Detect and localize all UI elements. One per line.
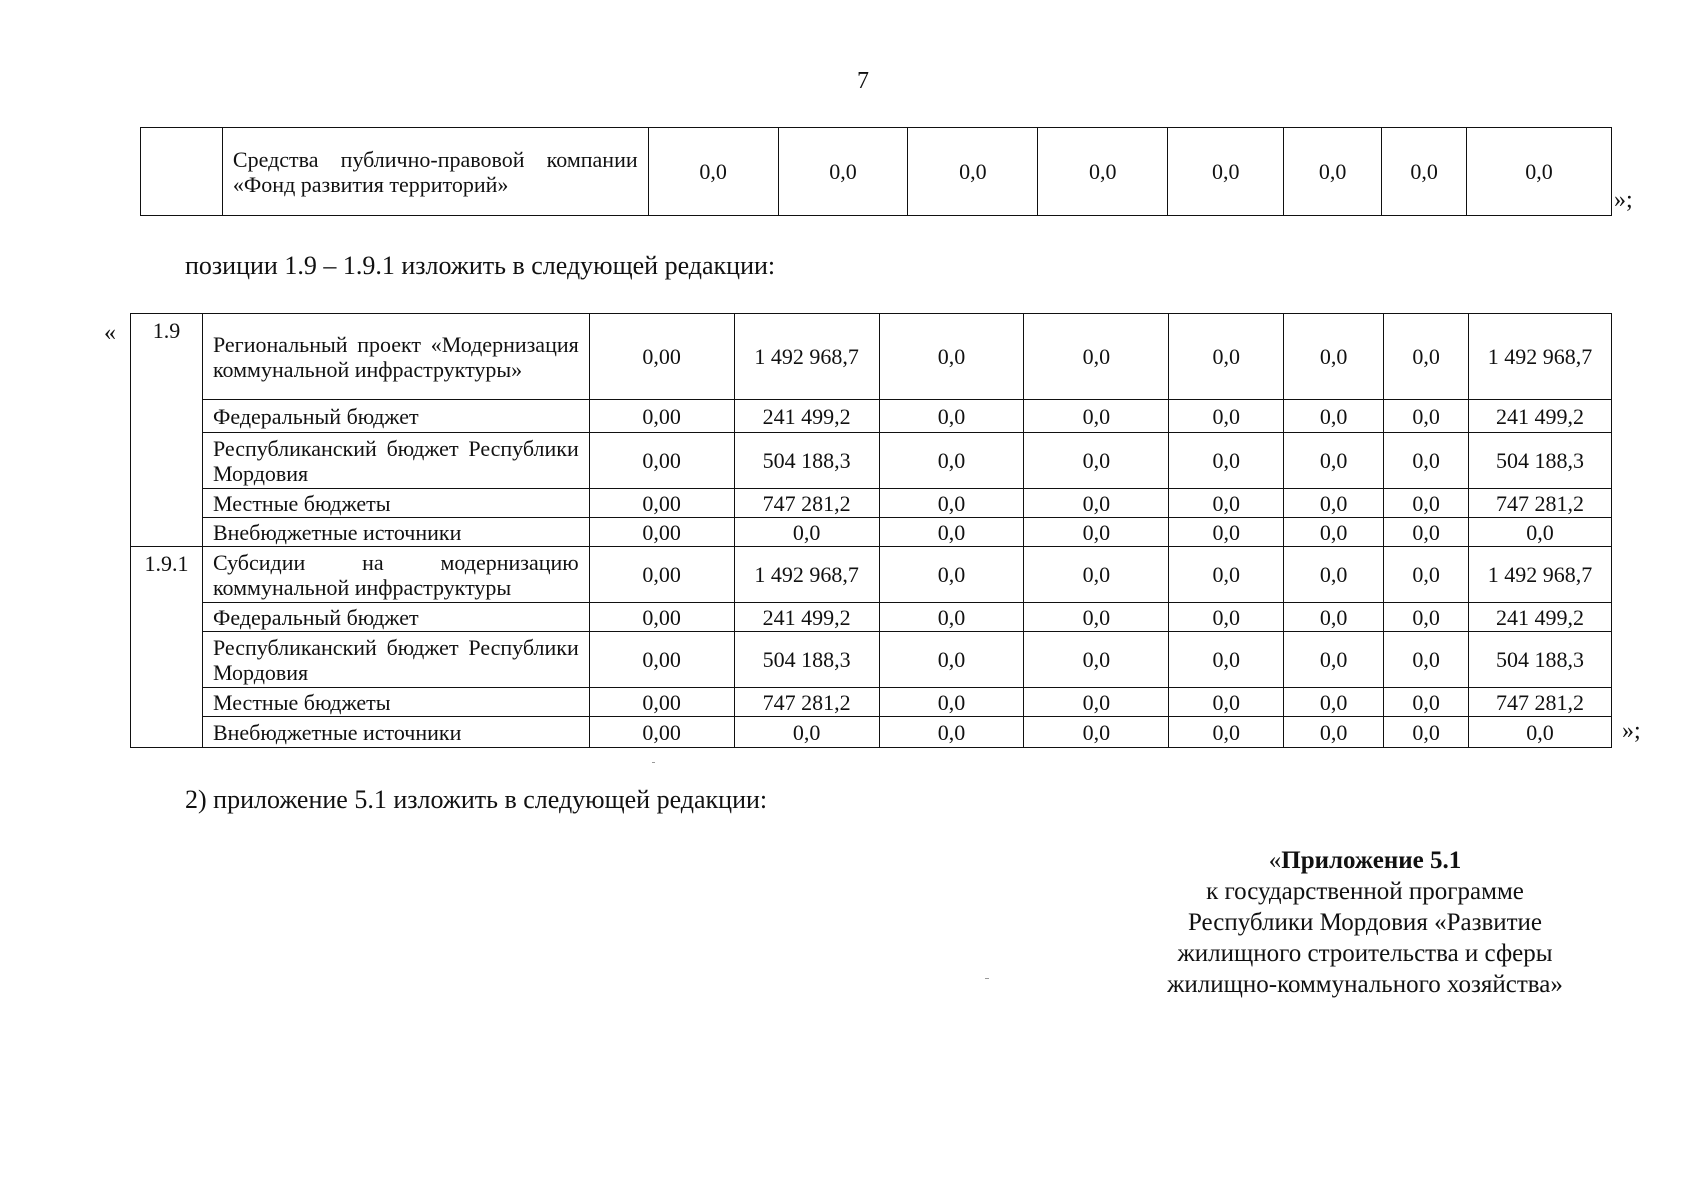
value-cell: 0,00 bbox=[589, 314, 734, 400]
value-cell: 0,00 bbox=[589, 400, 734, 433]
value-cell: 504 188,3 bbox=[1469, 632, 1612, 688]
row-label: Федеральный бюджет bbox=[202, 400, 589, 433]
table-row bbox=[131, 717, 1612, 748]
appendix-title: «Приложение 5.1 bbox=[1268, 847, 1462, 874]
value-cell: 1 492 968,7 bbox=[734, 547, 879, 603]
value-cell: 504 188,3 bbox=[734, 433, 879, 489]
row-label: Федеральный бюджет bbox=[202, 603, 589, 632]
value-cell: 241 499,2 bbox=[734, 603, 879, 632]
value-cell: 0,0 bbox=[1284, 717, 1384, 748]
value-cell: 0,0 bbox=[1284, 128, 1382, 216]
closing-quote: »; bbox=[1614, 187, 1633, 213]
value-cell: 0,0 bbox=[879, 489, 1024, 518]
table-row bbox=[131, 489, 1612, 518]
value-cell: 504 188,3 bbox=[734, 632, 879, 688]
row-label: Республиканский бюджет Республики Мордовия bbox=[202, 433, 589, 489]
value-cell: 0,0 bbox=[1284, 547, 1384, 603]
value-cell: 0,0 bbox=[1469, 717, 1612, 748]
row-label: Субсидии на модернизацию коммунальной инфраструктуры bbox=[202, 547, 589, 603]
value-cell: 0,0 bbox=[1169, 688, 1284, 717]
value-cell: 0,0 bbox=[1024, 400, 1169, 433]
value-cell: 0,0 bbox=[1169, 603, 1284, 632]
empty-code-cell bbox=[141, 128, 223, 216]
scan-speck bbox=[985, 978, 989, 979]
value-cell: 0,0 bbox=[1024, 688, 1169, 717]
appendix-line: жилищно-коммунального хозяйства» bbox=[1167, 971, 1563, 998]
value-cell: 0,0 bbox=[1024, 603, 1169, 632]
table-row bbox=[131, 603, 1612, 632]
value-cell: 0,0 bbox=[879, 717, 1024, 748]
value-cell: 0,0 bbox=[1169, 632, 1284, 688]
closing-quote: »; bbox=[1622, 718, 1641, 744]
table-row bbox=[131, 632, 1612, 688]
value-cell: 0,0 bbox=[1382, 128, 1467, 216]
value-cell: 0,0 bbox=[1284, 489, 1384, 518]
value-cell: 0,0 bbox=[1169, 547, 1284, 603]
value-cell: 0,0 bbox=[1169, 400, 1284, 433]
value-cell: 747 281,2 bbox=[1469, 688, 1612, 717]
value-cell: 0,0 bbox=[879, 603, 1024, 632]
value-cell: 0,0 bbox=[1024, 314, 1169, 400]
row-label: Местные бюджеты bbox=[202, 688, 589, 717]
value-cell: 0,0 bbox=[1284, 603, 1384, 632]
value-cell: 0,0 bbox=[879, 400, 1024, 433]
value-cell: 0,0 bbox=[1384, 547, 1469, 603]
value-cell: 0,0 bbox=[1384, 433, 1469, 489]
value-cell: 0,00 bbox=[589, 688, 734, 717]
value-cell: 0,00 bbox=[589, 433, 734, 489]
table-row bbox=[131, 314, 1612, 400]
value-cell: 0,00 bbox=[589, 518, 734, 547]
value-cell: 0,0 bbox=[1038, 128, 1168, 216]
value-cell: 0,0 bbox=[1384, 314, 1469, 400]
value-cell: 0,0 bbox=[1284, 400, 1384, 433]
value-cell: 1 492 968,7 bbox=[734, 314, 879, 400]
value-cell: 0,0 bbox=[648, 128, 778, 216]
value-cell: 0,0 bbox=[1169, 518, 1284, 547]
value-cell: 504 188,3 bbox=[1469, 433, 1612, 489]
value-cell: 0,0 bbox=[1024, 632, 1169, 688]
value-cell: 747 281,2 bbox=[734, 489, 879, 518]
value-cell: 241 499,2 bbox=[1469, 603, 1612, 632]
value-cell: 1 492 968,7 bbox=[1469, 547, 1612, 603]
value-cell: 0,0 bbox=[1024, 547, 1169, 603]
appendix-line: к государственной программе bbox=[1206, 878, 1524, 905]
value-cell: 0,0 bbox=[1284, 433, 1384, 489]
value-cell: 0,0 bbox=[734, 518, 879, 547]
appendix-line: жилищного строительства и сферы bbox=[1177, 940, 1553, 967]
row-label: Внебюджетные источники bbox=[202, 717, 589, 748]
value-cell: 0,00 bbox=[589, 489, 734, 518]
value-cell: 0,0 bbox=[1384, 688, 1469, 717]
value-cell: 0,0 bbox=[1284, 688, 1384, 717]
value-cell: 0,0 bbox=[879, 433, 1024, 489]
value-cell: 0,0 bbox=[1384, 603, 1469, 632]
value-cell: 241 499,2 bbox=[1469, 400, 1612, 433]
value-cell: 0,0 bbox=[879, 547, 1024, 603]
value-cell: 0,0 bbox=[1384, 518, 1469, 547]
value-cell: 0,0 bbox=[908, 128, 1038, 216]
row-label: Республиканский бюджет Республики Мордовия bbox=[202, 632, 589, 688]
value-cell: 0,0 bbox=[1169, 314, 1284, 400]
row-label: Региональный проект «Модернизация коммунальной инфраструктуры» bbox=[202, 314, 589, 400]
appendix-block bbox=[1130, 845, 1600, 1000]
value-cell: 0,0 bbox=[1469, 518, 1612, 547]
top-table bbox=[140, 127, 1612, 216]
value-cell: 0,0 bbox=[879, 314, 1024, 400]
opening-quote: « bbox=[104, 320, 116, 346]
value-cell: 0,0 bbox=[734, 717, 879, 748]
table-row bbox=[131, 400, 1612, 433]
value-cell: 0,0 bbox=[1169, 489, 1284, 518]
main-table bbox=[130, 313, 1612, 748]
paragraph-appendix: 2) приложение 5.1 изложить в следующей редакции: bbox=[185, 785, 768, 814]
table-row bbox=[131, 688, 1612, 717]
value-cell: 0,0 bbox=[879, 632, 1024, 688]
value-cell: 0,0 bbox=[1384, 632, 1469, 688]
value-cell: 0,00 bbox=[589, 547, 734, 603]
value-cell: 0,0 bbox=[1284, 632, 1384, 688]
table-row bbox=[131, 518, 1612, 547]
value-cell: 0,0 bbox=[1024, 433, 1169, 489]
value-cell: 0,00 bbox=[589, 717, 734, 748]
value-cell: 0,00 bbox=[589, 603, 734, 632]
table-row bbox=[141, 128, 1612, 216]
page-number: 7 bbox=[857, 68, 869, 94]
value-cell: 0,0 bbox=[1169, 717, 1284, 748]
value-cell: 0,0 bbox=[1384, 400, 1469, 433]
row-label: Внебюджетные источники bbox=[202, 518, 589, 547]
value-cell: 0,0 bbox=[1024, 717, 1169, 748]
value-cell: 747 281,2 bbox=[1469, 489, 1612, 518]
value-cell: 241 499,2 bbox=[734, 400, 879, 433]
row-code: 1.9.1 bbox=[131, 547, 203, 748]
row-label: Местные бюджеты bbox=[202, 489, 589, 518]
paragraph-positions: позиции 1.9 – 1.9.1 изложить в следующей редакции: bbox=[185, 251, 776, 280]
table-row bbox=[131, 547, 1612, 603]
value-cell: 0,0 bbox=[1384, 489, 1469, 518]
value-cell: 747 281,2 bbox=[734, 688, 879, 717]
value-cell: 0,0 bbox=[1169, 433, 1284, 489]
appendix-line: Республики Мордовия «Развитие bbox=[1187, 909, 1543, 936]
value-cell: 0,0 bbox=[879, 518, 1024, 547]
value-cell: 0,00 bbox=[589, 632, 734, 688]
value-cell: 0,0 bbox=[879, 688, 1024, 717]
value-cell: 0,0 bbox=[1384, 717, 1469, 748]
value-cell: 0,0 bbox=[1284, 518, 1384, 547]
row-label: Средства публично-правовой компании «Фонд развития территорий» bbox=[222, 128, 648, 216]
value-cell: 0,0 bbox=[1024, 518, 1169, 547]
scan-speck bbox=[652, 762, 655, 763]
value-cell: 0,0 bbox=[778, 128, 908, 216]
table-row bbox=[131, 433, 1612, 489]
value-cell: 1 492 968,7 bbox=[1469, 314, 1612, 400]
row-code: 1.9 bbox=[131, 314, 203, 547]
value-cell: 0,0 bbox=[1168, 128, 1284, 216]
value-cell: 0,0 bbox=[1024, 489, 1169, 518]
value-cell: 0,0 bbox=[1467, 128, 1612, 216]
value-cell: 0,0 bbox=[1284, 314, 1384, 400]
